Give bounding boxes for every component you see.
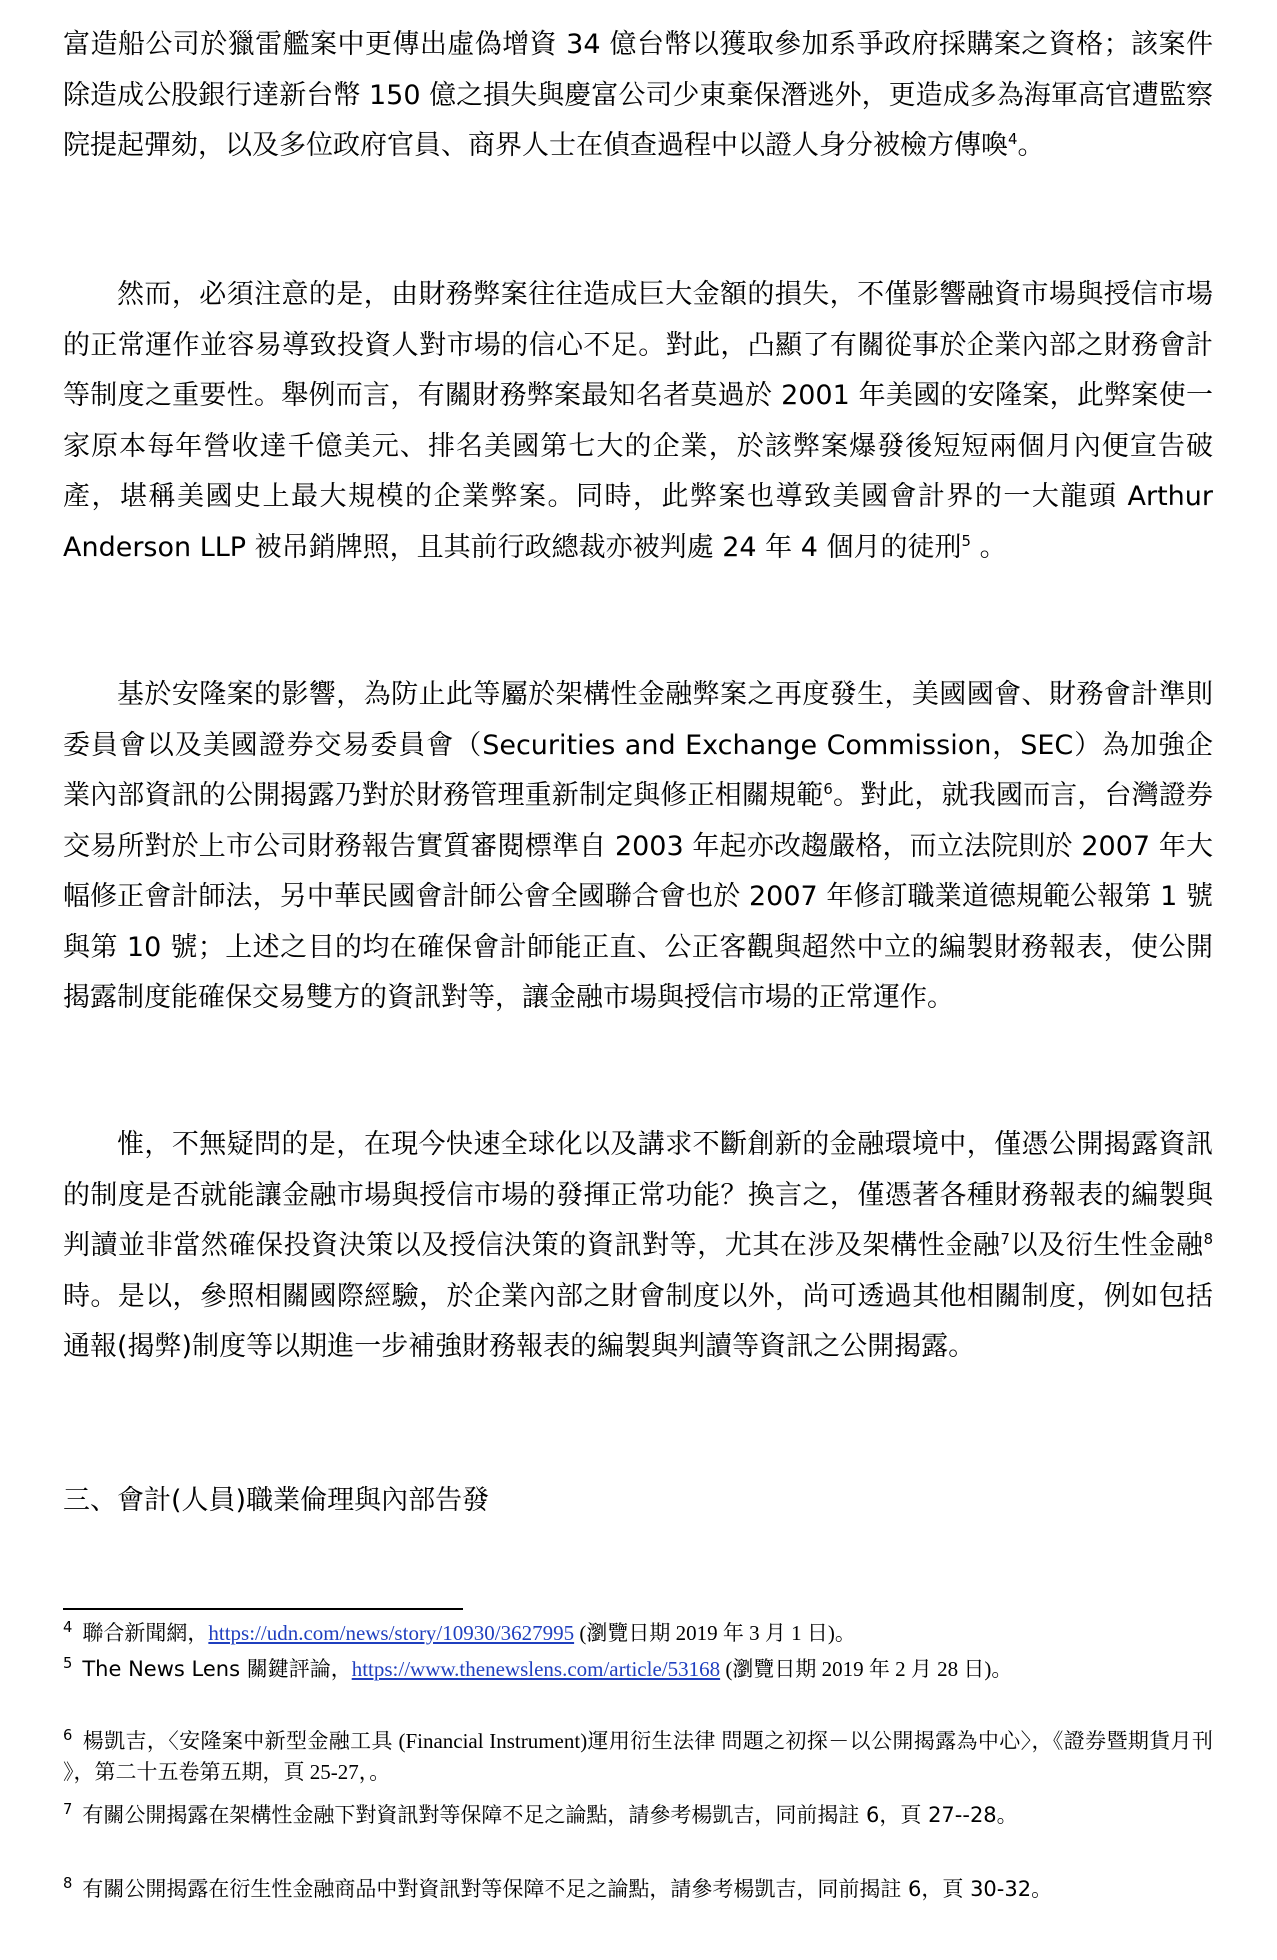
paragraph-text: 然而，必須注意的是，由財務弊案往往造成巨大金額的損失，不僅影響融資市場與授信市場的正常運作並容易導致投資人對市場的信心不足。對此，凸顯了有關從事於企業內部之財務會計等制度之重要性。舉例而言，有關財務弊案最知名者莫過於 2001 年美國的安隆案，此弊案使一家原本每年營收達千億美元、排名美國第七大的企業，於該弊案爆發後短短兩個月內便宣告破產，堪稱美國史上最大規模的企業弊案。同時，此弊案也導致美國會計界的一大龍頭 Arthur Anderson LLP 被吊銷牌照，且其前行政總裁亦被判處 24 年 4 個月的徒刑	[63, 279, 1213, 563]
footnote-number: 5	[63, 1655, 73, 1672]
footnote-text: The News Lens 關鍵評論，	[82, 1657, 352, 1681]
footnote-separator	[63, 1608, 463, 1610]
footnote-text: 楊凱吉，〈安隆案中新型金融工具 (Financial Instrument)運用衍生法律 問題之初探－以公開揭露為中心〉，《證券暨期貨月刊 》，第二十五卷第五期，頁 25-27，。	[63, 1729, 1213, 1784]
paragraph-2	[63, 270, 1213, 573]
footnote-number: 6	[63, 1727, 73, 1744]
paragraph-3	[63, 670, 1213, 1024]
paragraph-text: 以及衍生性金融	[1009, 1230, 1204, 1261]
paragraph-text: 惟，不無疑問的是，在現今快速全球化以及講求不斷創新的金融環境中，僅憑公開揭露資訊的制度是否就能讓金融市場與授信市場的發揮正常功能？換言之，僅憑著各種財務報表的編製與判讀並非當然確保投資決策以及授信決策的資訊對等，尤其在涉及架構性金融	[63, 1129, 1213, 1261]
footnote-ref-7[interactable]: 7	[1000, 1230, 1010, 1248]
footnote-6	[63, 1726, 1213, 1788]
footnote-number: 7	[63, 1801, 73, 1818]
paragraph-tail: 。對此，就我國而言，台灣證券交易所對於上市公司財務報告實質審閱標準自 2003 年起亦改趨嚴格，而立法院則於 2007 年大幅修正會計師法，另中華民國會計師公會全國聯合會也於 2007 年修訂職業道德規範公報第 1 號與第 10 號；上述之目的均在確保會計師能正直、公正客觀與超然中立的編製財務報表，使公開揭露制度能確保交易雙方的資訊對等，讓金融市場與授信市場的正常運作。	[63, 780, 1214, 1013]
paragraph-text: 時。是以，參照相關國際經驗，於企業內部之財會制度以外，尚可透過其他相關制度，例如包括通報(揭弊)制度等以期進一步補強財務報表的編製與判讀等資訊之公開揭露。	[63, 1280, 1213, 1362]
paragraph-text: 基於安隆案的影響，為防止此等屬於架構性金融弊案之再度發生，美國國會、財務會計準則委員會以及美國證券交易委員會（Securities and Exchange Commission，SEC）為加強企業內部資訊的公開揭露乃對於財務管理重新制定與修正相關規範	[63, 679, 1213, 811]
footnote-number: 8	[63, 1875, 73, 1892]
paragraph-tail: 。	[970, 531, 1007, 563]
paragraph-tail: 。	[1017, 130, 1045, 161]
footnote-7	[63, 1800, 1213, 1831]
paragraph-text: 富造船公司於獵雷艦案中更傳出虛偽增資 34 億台幣以獲取參加系爭政府採購案之資格；該案件除造成公股銀行達新台幣 150 億之損失與慶富公司少東棄保潛逃外，更造成多為海軍高官遭監察院提起彈劾，以及多位政府官員、商界人士在偵查過程中以證人身分被檢方傳喚	[63, 29, 1213, 161]
footnote-4	[63, 1618, 1213, 1649]
footnote-ref-5[interactable]: 5	[961, 531, 971, 550]
footnote-5	[63, 1654, 1213, 1685]
footnote-link[interactable]: https://www.thenewslens.com/article/53168	[351, 1657, 721, 1681]
footnote-ref-4[interactable]: 4	[1008, 130, 1018, 148]
footnote-ref-6[interactable]: 6	[823, 780, 833, 798]
paragraph-4	[63, 1120, 1213, 1373]
footnote-text: (瀏覽日期 2019 年 2 月 28 日)。	[720, 1657, 1013, 1681]
footnote-text: 聯合新聞網，	[82, 1621, 209, 1645]
footnote-number: 4	[63, 1619, 73, 1636]
footnote-ref-8[interactable]: 8	[1203, 1230, 1214, 1248]
section-heading: 三、會計(人員)職業倫理與內部告發	[63, 1485, 490, 1516]
footnote-link[interactable]: https://udn.com/news/story/10930/3627995	[208, 1621, 575, 1645]
footnote-text: (瀏覽日期 2019 年 3 月 1 日)。	[574, 1621, 856, 1645]
footnote-text: 有關公開揭露在衍生性金融商品中對資訊對等保障不足之論點，請參考楊凱吉，同前揭註 6，頁 30-32。	[82, 1877, 1053, 1901]
paragraph-1	[63, 20, 1213, 172]
footnote-text: 有關公開揭露在架構性金融下對資訊對等保障不足之論點，請參考楊凱吉，同前揭註 6，頁 27--28。	[82, 1803, 1018, 1827]
footnote-8	[63, 1874, 1213, 1905]
